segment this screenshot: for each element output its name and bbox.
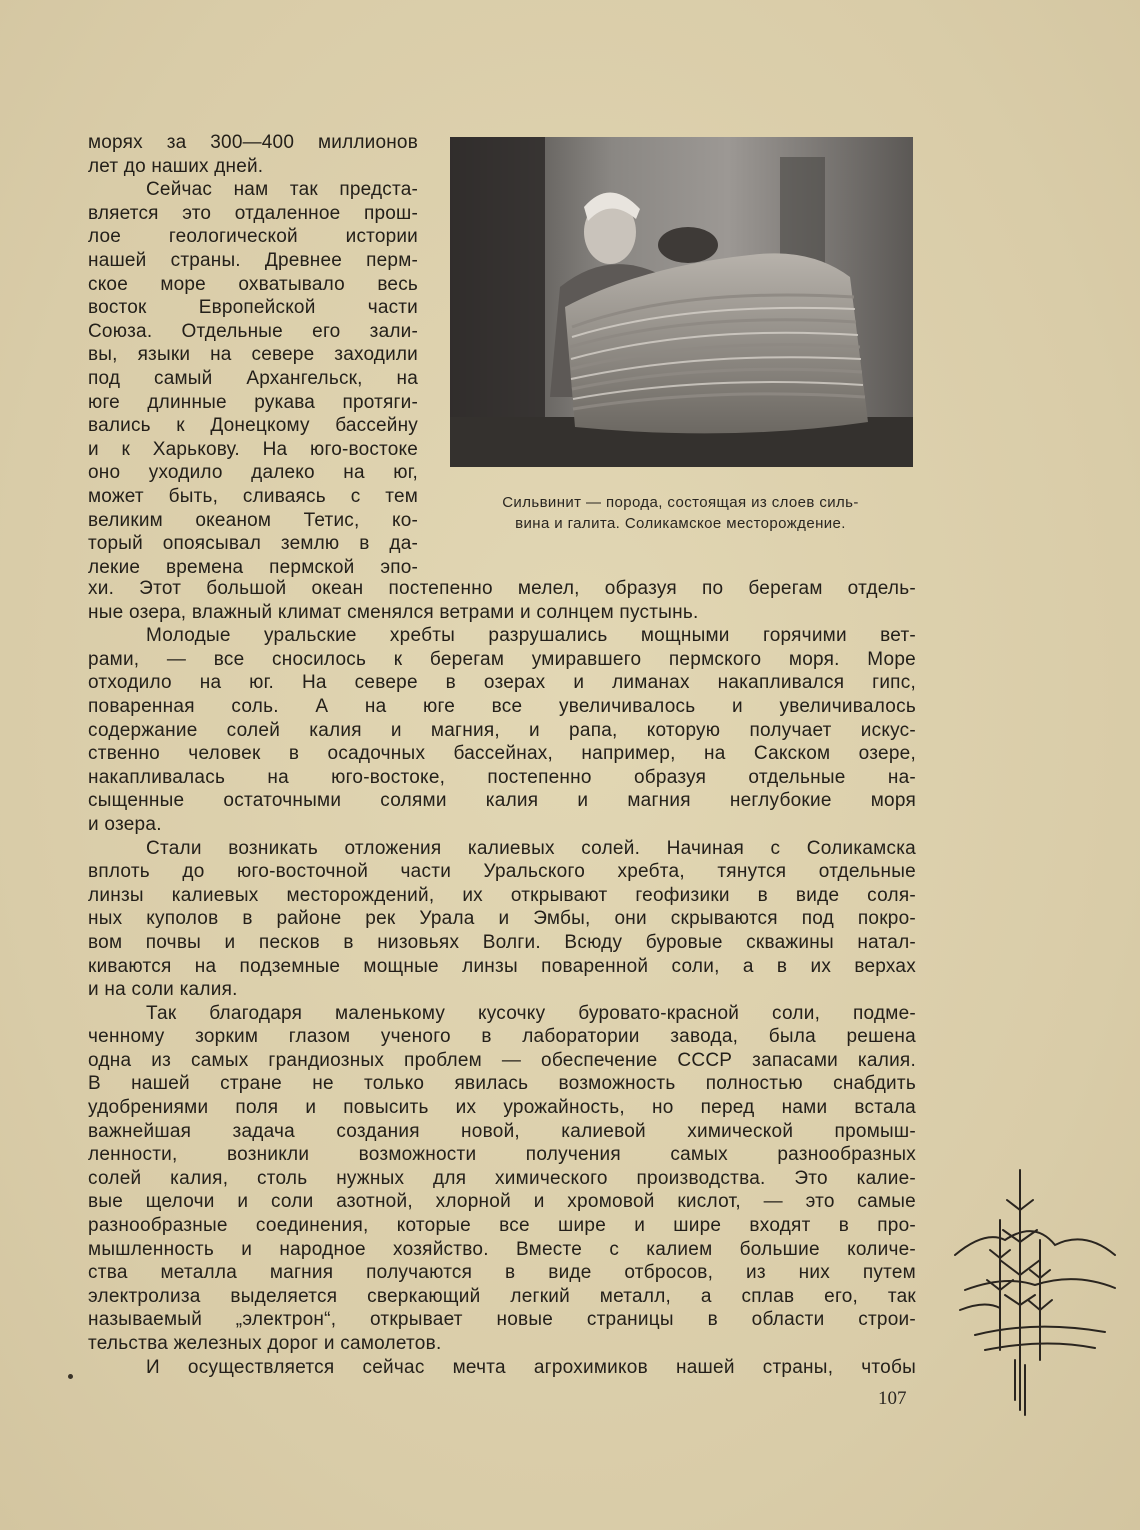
text-line: ства металла магния получаются в виде отбросов, из них путем bbox=[88, 1262, 916, 1284]
page-number: 107 bbox=[878, 1388, 907, 1409]
text-line: вляется это отдаленное прош- bbox=[88, 202, 418, 224]
text-line: мышленность и народное хозяйство. Вместе с калием большие количе- bbox=[88, 1238, 916, 1260]
text-line: солей калия, столь нужных для химического производства. Это калие- bbox=[88, 1167, 916, 1189]
text-line: электролиза выделяется сверкающий легкий металл, а сплав его, так bbox=[88, 1285, 916, 1307]
pine-trees-sketch-icon bbox=[945, 1160, 1125, 1420]
text-line: вые щелочи и соли азотной, хлорной и хромовой кислот, — это самые bbox=[88, 1191, 916, 1213]
text-line: и к Харькову. На юго-востоке bbox=[88, 438, 418, 460]
text-line: Молодые уральские хребты разрушались мощными горячими вет- bbox=[146, 625, 916, 647]
text-line: И осуществляется сейчас мечта агрохимиков нашей страны, чтобы bbox=[146, 1356, 916, 1378]
body-text bbox=[88, 577, 916, 1379]
text-line: лет до наших дней. bbox=[88, 155, 264, 177]
text-line: накапливалась на юго-востоке, постепенно образуя отдельные на- bbox=[88, 766, 916, 788]
text-line: морях за 300—400 миллионов bbox=[88, 132, 418, 153]
text-line: линзы калиевых месторождений, их открывают геофизики в виде соля- bbox=[88, 884, 916, 906]
text-line: ственно человек в осадочных бассейнах, например, на Сакском озере, bbox=[88, 743, 916, 765]
text-line: лекие времена пермской эпо- bbox=[88, 556, 418, 578]
text-line: Сейчас нам так предста- bbox=[146, 179, 418, 201]
text-line: ные озера, влажный климат сменялся ветрами и солнцем пустынь. bbox=[88, 601, 699, 623]
text-line: восток Европейской части bbox=[88, 297, 418, 319]
left-column-text bbox=[88, 131, 418, 579]
text-line: ных куполов в районе рек Урала и Эмбы, они скрываются под покро- bbox=[88, 908, 916, 930]
text-line: лое геологической истории bbox=[88, 226, 418, 248]
text-line: киваются на подземные мощные линзы поваренной соли, а в их верхах bbox=[88, 955, 916, 977]
text-line: В нашей стране не только явилась возможность полностью снабдить bbox=[88, 1073, 916, 1095]
text-line: хи. Этот большой океан постепенно мелел, образуя по берегам отдель- bbox=[88, 578, 916, 599]
text-line: сыщенные остаточными солями калия и магния неглубокие моря bbox=[88, 790, 916, 812]
text-line: вплоть до юго-восточной части Уральского хребта, тянутся отдельные bbox=[88, 861, 916, 883]
ink-speck bbox=[68, 1374, 73, 1379]
text-line: тельства железных дорог и самолетов. bbox=[88, 1333, 442, 1354]
photo-illustration bbox=[450, 137, 913, 467]
caption-line: вина и галита. Соликамское месторождение. bbox=[515, 515, 846, 532]
text-line: поваренная соль. А на юге все увеличивалось и увеличивалось bbox=[88, 695, 916, 717]
text-line: одна из самых грандиозных проблем — обеспечение СССР запасами калия. bbox=[88, 1049, 916, 1071]
text-line: содержание солей калия и магния, и рапа, которую получает искус- bbox=[88, 719, 916, 741]
text-line: ленности, возникли возможности получения самых разнообразных bbox=[88, 1144, 916, 1166]
text-line: нашей страны. Древнее перм- bbox=[88, 249, 418, 271]
text-line: Стали возникать отложения калиевых солей. Начиная с Соликамска bbox=[146, 837, 916, 859]
text-line: удобрениями поля и повысить их урожайность, но перед нами встала bbox=[88, 1097, 916, 1119]
text-line: может быть, сливаясь с тем bbox=[88, 485, 418, 507]
text-line: отходило на юг. На севере в озерах и лиманах накапливался гипс, bbox=[88, 672, 916, 694]
text-line: вы, языки на севере заходили bbox=[88, 344, 418, 366]
text-line: и на соли калия. bbox=[88, 979, 238, 1001]
photo-caption bbox=[438, 492, 923, 534]
text-line: и озера. bbox=[88, 813, 162, 835]
caption-line: Сильвинит — порода, состоящая из слоев силь- bbox=[502, 494, 859, 511]
text-line: великим океаном Тетис, ко- bbox=[88, 509, 418, 531]
text-line: рами, — все сносилось к берегам умиравшего пермского моря. Море bbox=[88, 648, 916, 670]
text-line: Так благодаря маленькому кусочку буровато-красной соли, подме- bbox=[146, 1002, 916, 1024]
text-line: важнейшая задача создания новой, калиевой химической промыш- bbox=[88, 1120, 916, 1142]
text-line: называемый „электрон“, открывает новые страницы в области строи- bbox=[88, 1309, 916, 1331]
text-line: торый опоясывал землю в да- bbox=[88, 533, 418, 555]
text-line: оно уходило далеко на юг, bbox=[88, 462, 418, 484]
text-line: ское море охватывало весь bbox=[88, 273, 418, 295]
text-line: вались к Донецкому бассейну bbox=[88, 415, 418, 437]
photo-sylvinite bbox=[450, 137, 913, 467]
text-line: Союза. Отдельные его зали- bbox=[88, 320, 418, 342]
text-line: ченному зорким глазом ученого в лаборатории завода, была решена bbox=[88, 1026, 916, 1048]
text-line: вом почвы и песков в низовьях Волги. Всюду буровые скважины натал- bbox=[88, 931, 916, 953]
text-line: под самый Архангельск, на bbox=[88, 367, 418, 389]
text-line: разнообразные соединения, которые все шире и шире входят в про- bbox=[88, 1215, 916, 1237]
text-line: юге длинные рукава протяги- bbox=[88, 391, 418, 413]
